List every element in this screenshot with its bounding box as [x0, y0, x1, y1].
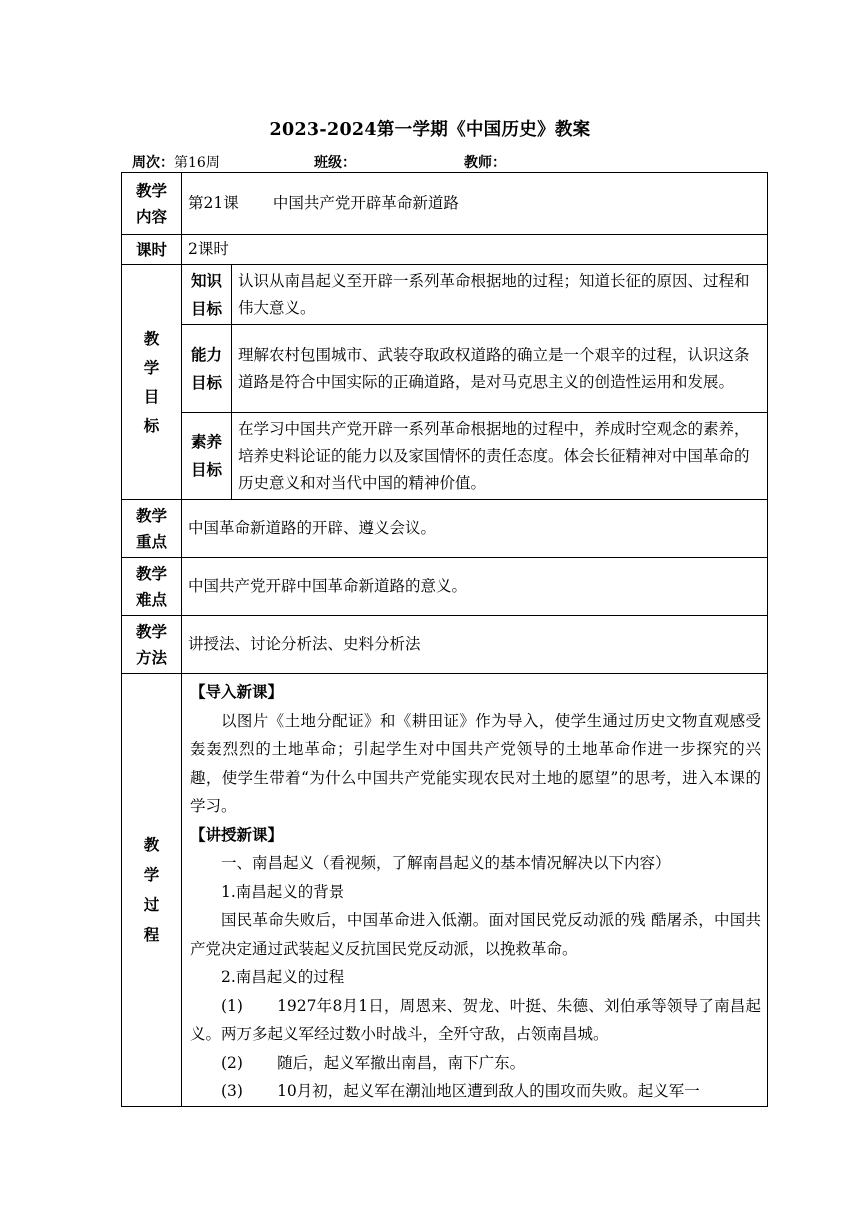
teacher-label: 教师： [464, 155, 506, 171]
lesson-number: 第21课 [188, 194, 239, 212]
week-field [132, 152, 220, 172]
step-item [190, 1077, 761, 1106]
teacher-field [464, 152, 506, 172]
class-field [314, 152, 356, 172]
step-number: (1) [221, 996, 243, 1015]
goal-literacy-text: 在学习中国共产党开辟一系列革命根据地的过程中，养成时空观念的素养，培养史料论证的能力以及家国情怀的责任态度。体会长征精神对中国革命的历史意义和对当代中国的精神价值。 [232, 413, 768, 500]
step-number: (2) [221, 1053, 243, 1072]
row-methods [122, 616, 768, 674]
lesson-plan-table [121, 172, 768, 1107]
difficulties-label: 教学难点 [122, 558, 182, 616]
row-goal-literacy [122, 413, 768, 500]
lesson-title: 中国共产党开辟革命新道路 [272, 194, 459, 212]
process-label: 教 学 过 程 [122, 674, 182, 1107]
lecture-heading: 【讲授新课】 [190, 824, 284, 844]
intro-heading: 【导入新课】 [190, 682, 284, 701]
row-key-points [122, 500, 768, 558]
goal-knowledge-text: 认识从南昌起义至开辟一系列革命根据地的过程；知道长征的原因、过程和伟大意义。 [232, 265, 768, 325]
step-item [190, 1049, 761, 1078]
key-points-text: 中国革命新道路的开辟、遵义会议。 [182, 500, 768, 558]
background-text: 国民革命失败后，中国革命进入低潮。面对国民党反动派的残 酷屠杀，中国共产党决定通过武装起义反抗国民党反动派，以挽救革命。 [190, 911, 761, 958]
methods-text: 讲授法、讨论分析法、史料分析法 [182, 616, 768, 674]
row-content [122, 173, 768, 235]
process-content [182, 674, 768, 1107]
week-value: 第16周 [174, 155, 220, 171]
week-label: 周次： [132, 155, 174, 171]
difficulties-text: 中国共产党开辟中国革命新道路的意义。 [182, 558, 768, 616]
class-label: 班级： [314, 155, 356, 171]
content-value [182, 173, 768, 235]
row-process [122, 674, 768, 1107]
content-label: 教学内容 [122, 173, 182, 235]
methods-label: 教学方法 [122, 616, 182, 674]
goal-knowledge-label: 知识目标 [182, 265, 232, 325]
hours-label: 课时 [122, 235, 182, 265]
intro-text: 以图片《土地分配证》和《耕田证》作为导入，使学生通过历史文物直观感受轰轰烈烈的土地革命；引起学生对中国共产党领导的土地革命作进一步探究的兴趣，使学生带着“为什么中国共产党能实现农民对土地的愿望”的思考，进入本课的学习。 [190, 711, 761, 815]
goal-ability-text: 理解农村包围城市、武装夺取政权道路的确立是一个艰辛的过程，认识这条道路是符合中国实际的正确道路，是对马克思主义的创造性运用和发展。 [232, 325, 768, 413]
row-goal-knowledge [122, 265, 768, 325]
goal-literacy-label: 素养目标 [182, 413, 232, 500]
row-difficulties [122, 558, 768, 616]
step-number: (3) [221, 1082, 243, 1100]
row-goal-ability [122, 325, 768, 413]
section-heading: 一、南昌起义（看视频，了解南昌起义的基本情况解决以下内容） [221, 854, 671, 872]
step-text: 随后，起义军撤出南昌，南下广东。 [277, 1053, 526, 1072]
step-text: 10月初，起义军在潮汕地区遭到敌人的围攻而失败。起义军一 [277, 1082, 700, 1100]
goal-ability-label: 能力目标 [182, 325, 232, 413]
row-hours [122, 235, 768, 265]
step-item [190, 992, 761, 1049]
subheading-background: 1.南昌起义的背景 [221, 882, 345, 901]
goals-label: 教 学 目 标 [122, 265, 182, 500]
subheading-process: 2.南昌起义的过程 [221, 968, 345, 986]
hours-value: 2课时 [182, 235, 768, 265]
page-title: 2023-2024第一学期《中国历史》教案 [269, 120, 591, 140]
key-points-label: 教学重点 [122, 500, 182, 558]
step-text: 1927年8月1日，周恩来、贺龙、叶挺、朱德、刘伯承等领导了南昌起义。两万多起义军经过数小时战斗，全歼守敌，占领南昌城。 [190, 996, 761, 1043]
